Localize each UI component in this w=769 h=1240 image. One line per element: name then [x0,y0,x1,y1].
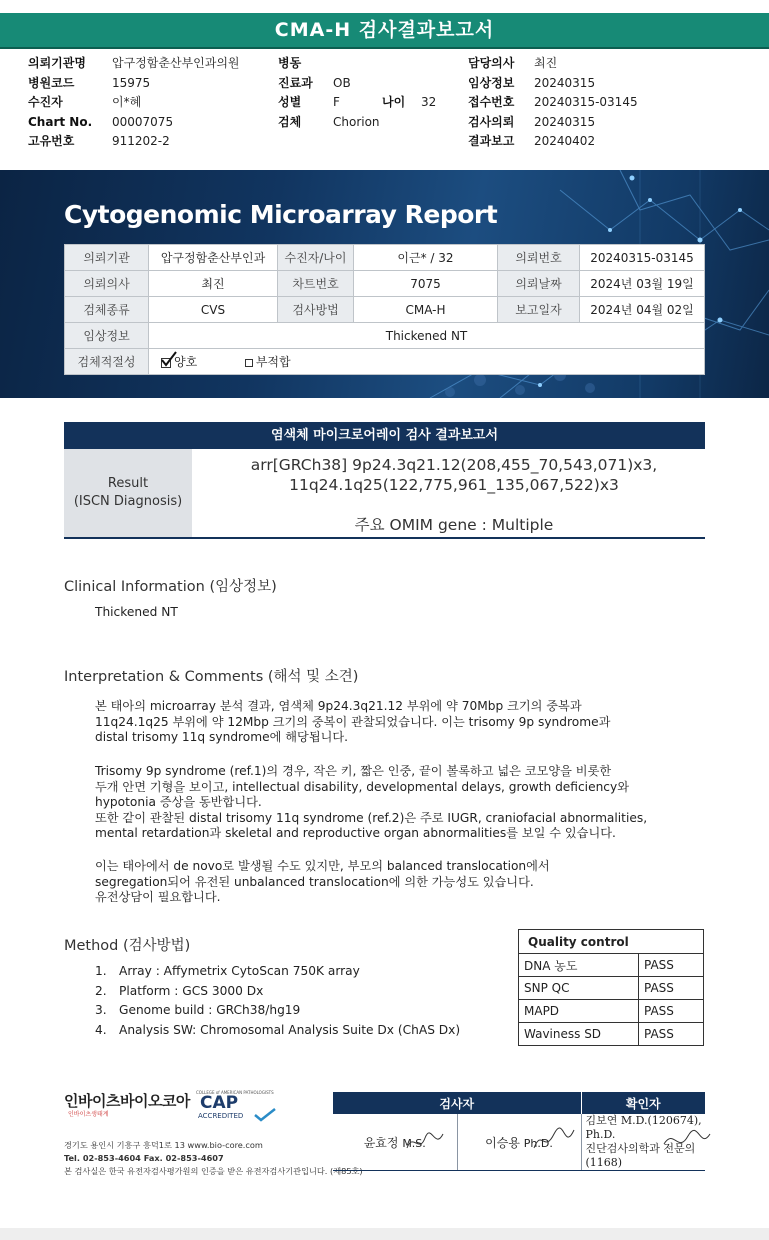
cap-text: CAP [200,1093,239,1113]
method-text: Analysis SW: Chromosomal Analysis Suite Dx (ChAS Dx) [119,1022,461,1037]
tester1-sign [333,1114,457,1171]
meta-value: Chorion [333,114,380,129]
info-label: 의뢰기관 [65,245,149,271]
iscn-line-1: arr[GRCh38] 9p24.3q21.12(208,455_70,543,071)x3, [250,456,658,474]
info-value: 이근* / 32 [354,245,498,271]
interpretation-paragraph-3: 이는 태아에서 de novo로 발생될 수도 있지만, 부모의 balanced translocation에서 segregation되어 유전된 unbalanced translocation에 의한 가능성도 있습니다. 유전상담이 필요합니다. [95,859,550,905]
tester2-sign [457,1114,581,1171]
info-value: 압구정함춘산부인과 [149,245,278,271]
interpretation-paragraph-2: Trisomy 9p syndrome (ref.1)의 경우, 작은 키, 짧은 인중, 끝이 볼록하고 넓은 코모양을 비롯한 두개 안면 기형을 보이고, intellectual disability, developmental delays, growth deficiency와 hypotonia 증상을 동반합니다. 또한 같이 관찰된 distal trisomy 11q syndrome (ref.2)은 주로 IUGR, craniofacial abnormalities, mental retardation과 skeletal and reproductive organ abnormalities를 보일 수 있습니다. [95,764,648,841]
meta-label: 검체 [278,114,302,129]
info-value: 20240315-03145 [580,245,705,271]
meta-value: 이*혜 [112,95,142,109]
qc-name: DNA 농도 [519,954,639,977]
qc-title: Quality control [519,930,704,954]
info-value: 2024년 04월 02일 [580,297,705,323]
meta-middle [278,54,436,132]
meta-value-age: 32 [421,95,437,109]
approver-line-1: 김보연 M.D.(120674), Ph.D. [585,1114,702,1141]
meta-value: 00007075 [112,114,174,129]
meta-value: 20240402 [534,134,596,148]
meta-label: 성별 [278,95,302,109]
info-row-suitability [65,349,705,375]
method-num: 1. [95,964,107,978]
info-label: 의뢰날짜 [498,271,580,297]
meta-value: 15975 [112,75,151,90]
cap-check-icon [254,1108,276,1122]
suitability-bad-label: 부적합 [255,355,291,369]
meta-label: 결과보고 [468,134,515,148]
meta-right [468,54,638,152]
checkmark-icon [161,351,177,367]
clinical-text: Thickened NT [95,605,178,619]
approver-signature [662,1126,712,1156]
info-value: 7075 [354,271,498,297]
info-label: 의뢰의사 [65,271,149,297]
iscn-diagnosis [214,455,694,495]
method-item [95,1023,460,1043]
info-value: CVS [149,297,278,323]
signature-table [333,1092,705,1171]
phone-line: Tel. 02-853-4604 Fax. 02-853-4607 [64,1153,224,1163]
result-label-main: Result [107,476,149,491]
info-label: 임상정보 [65,323,149,349]
info-label: 보고일자 [498,297,580,323]
result-body [64,449,705,539]
qc-result: PASS [639,1023,704,1046]
qc-row [519,954,704,977]
qc-row [519,977,704,1000]
method-text: Genome build : GRCh38/hg19 [119,1003,301,1017]
clinical-title: Clinical Information (임상정보) [64,579,277,595]
info-label: 의뢰번호 [498,245,580,271]
info-row [65,297,705,323]
meta-value: 20240315 [534,114,596,129]
cap-accredited-text: ACCREDITED [198,1112,244,1120]
interpretation-title: Interpretation & Comments (해석 및 소견) [64,669,359,685]
method-text: Platform : GCS 3000 Dx [119,983,264,998]
info-label: 검사방법 [278,297,354,323]
method-title: Method (검사방법) [64,938,191,954]
checkbox-ok [161,358,171,368]
info-row [65,245,705,271]
method-text: Array : Affymetrix CytoScan 750K array [119,964,360,978]
qc-name: MAPD [519,1000,639,1023]
clinical-value: Thickened NT [149,323,705,349]
qc-result: PASS [639,977,704,1000]
method-item [95,1003,460,1023]
qc-row [519,1023,704,1046]
result-label [64,449,192,537]
info-label: 검체종류 [65,297,149,323]
company-logo: 인바이츠바이오코아 [64,1092,190,1110]
meta-label-age: 나이 [382,95,406,109]
approver-line-2: 진단검사의학과 전문의(1168) [585,1142,696,1169]
info-value: 최진 [149,271,278,297]
qc-result: PASS [639,954,704,977]
meta-label: 병동 [278,56,302,70]
tester2-degree: Ph.D. [523,1136,553,1150]
tester2-signature [532,1126,576,1156]
meta-label: 검사의뢰 [468,114,515,129]
info-value: CMA-H [354,297,498,323]
tester1-degree: M.S. [402,1136,426,1150]
cap-accredited-logo [196,1090,276,1130]
qc-row [519,1000,704,1023]
approver-header: 확인자 [581,1092,705,1114]
method-item [95,984,460,1004]
suitability-options [149,349,705,375]
meta-value: 911202-2 [112,134,170,148]
banner-title: Cytogenomic Microarray Report [64,200,498,229]
tester-header: 검사자 [333,1092,581,1114]
result-label-sub: (ISCN Diagnosis) [73,494,183,509]
meta-label: Chart No. [28,114,93,129]
meta-label: 진료과 [278,75,313,90]
meta-label: 의뢰기관명 [28,56,86,70]
tester1-signature [405,1128,445,1158]
request-info-table [64,244,705,375]
tester2-name: 이승용 [485,1135,520,1150]
meta-label: 접수번호 [468,95,515,109]
meta-label: 수진자 [28,95,63,109]
meta-value: 압구정함춘산부인과의원 [112,56,240,70]
report-banner [0,170,769,398]
meta-value: F [333,95,340,109]
report-title: CMA-H 검사결과보고서 [0,13,769,47]
info-value: 2024년 03월 19일 [580,271,705,297]
info-label: 수진자/나이 [278,245,354,271]
info-row [65,271,705,297]
meta-value: 최진 [534,56,558,70]
meta-value: OB [333,75,351,90]
info-label: 검체적절성 [65,349,149,375]
approver-sign [581,1114,705,1171]
qc-result: PASS [639,1000,704,1023]
title-underline [0,47,769,49]
method-num: 2. [95,983,107,998]
meta-value: 20240315 [534,75,596,90]
method-list [95,964,460,1042]
meta-value: 20240315-03145 [534,95,638,109]
qc-name: SNP QC [519,977,639,1000]
cap-top-text: COLLEGE of AMERICAN PATHOLOGISTS [196,1090,274,1095]
meta-label: 병원코드 [28,75,75,90]
quality-control-table [518,929,704,1046]
info-row-clinical [65,323,705,349]
meta-label: 고유번호 [28,134,75,148]
tester1-name: 윤효정 [363,1135,399,1150]
method-num: 4. [95,1022,107,1037]
lab-address [64,1139,363,1178]
certification-notice: 본 검사실은 한국 유전자검사평가원의 인증을 받은 유전자검사기관입니다. (제85호) [64,1166,363,1176]
page-bottom-strip [0,1228,769,1240]
qc-name: Waviness SD [519,1023,639,1046]
address-line: 경기도 용인시 기흥구 흥덕1로 13 www.bio-core.com [64,1140,263,1150]
meta-label: 임상정보 [468,75,515,90]
checkbox-unsuitable [245,359,253,367]
interpretation-paragraph-1: 본 태아의 microarray 분석 결과, 염색체 9p24.3q21.12 부위에 약 70Mbp 크기의 중복과 11q24.1q25 부위에 약 12Mbp 크기의 중복이 관찰되었습니다. 이는 trisomy 9p syndrome과 distal trisomy 11q syndrome에 해당됩니다. [95,699,611,745]
meta-left [28,54,240,152]
info-label: 차트번호 [278,271,354,297]
method-item [95,964,460,984]
iscn-line-2: 11q24.1q25(122,775,961_135,067,522)x3 [289,476,619,494]
company-logo-sub: 인바이츠생태계 [68,1111,109,1118]
omim-gene: 주요 OMIM gene : Multiple [354,516,554,534]
suitability-ok-label: 양호 [174,355,198,369]
method-num: 3. [95,1003,107,1017]
meta-label: 담당의사 [468,56,515,70]
result-header: 염색체 마이크로어레이 검사 결과보고서 [64,422,705,449]
